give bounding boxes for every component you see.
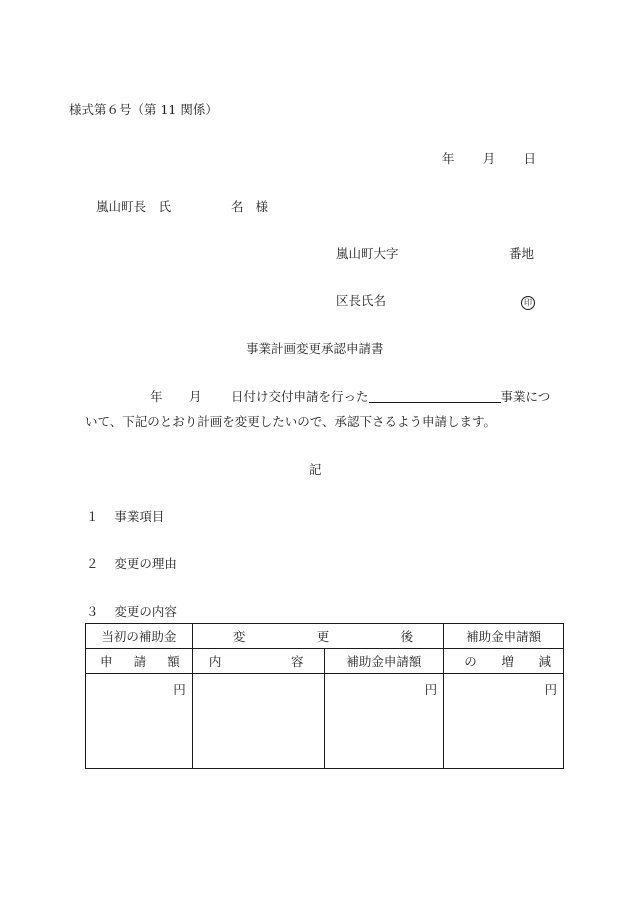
header-char: 変 <box>232 629 246 644</box>
header-text: 補助金申請額 <box>346 654 422 669</box>
addressee-honorific: 様 <box>255 199 268 214</box>
body-line2: いて、下記のとおり計画を変更したいので、承認下さるよう申請します。 <box>85 414 497 429</box>
body-line1 <box>231 389 550 405</box>
addressee-title: 嵐山町長 氏 <box>96 199 172 214</box>
name-label: 区長氏名 <box>336 293 387 308</box>
header-char: 額 <box>167 654 180 669</box>
ki-heading: 記 <box>309 462 322 477</box>
diff-amount-cell <box>444 674 564 769</box>
content-cell <box>192 674 324 769</box>
date-year: 年 <box>442 151 455 166</box>
item-number: ２ <box>86 556 99 571</box>
header-char: の <box>464 654 477 669</box>
seal-icon: 印 <box>521 296 535 310</box>
item-number: １ <box>86 509 99 524</box>
yen-unit: 円 <box>173 682 186 697</box>
yen-unit: 円 <box>424 682 438 697</box>
changed-amount-cell <box>324 674 444 769</box>
project-blank <box>369 390 501 403</box>
header-request-amount <box>86 649 193 674</box>
initial-amount-cell <box>86 674 193 769</box>
item-label: 事業項目 <box>114 509 165 524</box>
body-line1-end: 事業につ <box>500 389 551 404</box>
header-char: 更 <box>316 629 330 644</box>
header-char: 後 <box>400 629 414 644</box>
item-2 <box>86 556 177 572</box>
item-number: ３ <box>86 604 99 619</box>
item-3 <box>86 604 177 620</box>
header-char: 内 <box>208 654 222 669</box>
change-table <box>85 623 564 769</box>
header-text: 補助金申請額 <box>466 629 542 644</box>
form-number: 様式第６号（第 11 関係） <box>69 102 218 117</box>
addressee-name-char: 名 <box>231 199 244 214</box>
header-char: 増 <box>501 654 514 669</box>
address-label: 嵐山町大字 <box>336 246 399 261</box>
addressee-name <box>231 199 268 215</box>
body-month: 月 <box>189 389 202 404</box>
header-changed-amount <box>324 649 444 674</box>
header-char: 申 <box>100 654 113 669</box>
item-label: 変更の内容 <box>114 604 177 619</box>
body-year: 年 <box>150 389 163 404</box>
header-after-change <box>192 624 443 649</box>
header-increase-decrease <box>444 649 564 674</box>
header-char: 減 <box>538 654 551 669</box>
header-char: 容 <box>291 654 304 669</box>
header-text: 当初の補助金 <box>101 629 177 644</box>
date-line <box>442 151 536 167</box>
header-initial-amount <box>86 624 193 649</box>
date-day: 日 <box>523 151 536 166</box>
yen-unit: 円 <box>544 682 557 697</box>
body-text: 日付け交付申請を行った <box>231 389 369 404</box>
header-char: 請 <box>133 654 147 669</box>
item-label: 変更の理由 <box>114 556 177 571</box>
header-amount-diff <box>444 624 564 649</box>
document-title: 事業計画変更承認申請書 <box>246 341 384 356</box>
header-content <box>192 649 324 674</box>
item-1 <box>86 509 164 525</box>
seal-mark <box>521 293 535 310</box>
address-suffix: 番地 <box>509 246 535 261</box>
date-month: 月 <box>482 151 496 166</box>
